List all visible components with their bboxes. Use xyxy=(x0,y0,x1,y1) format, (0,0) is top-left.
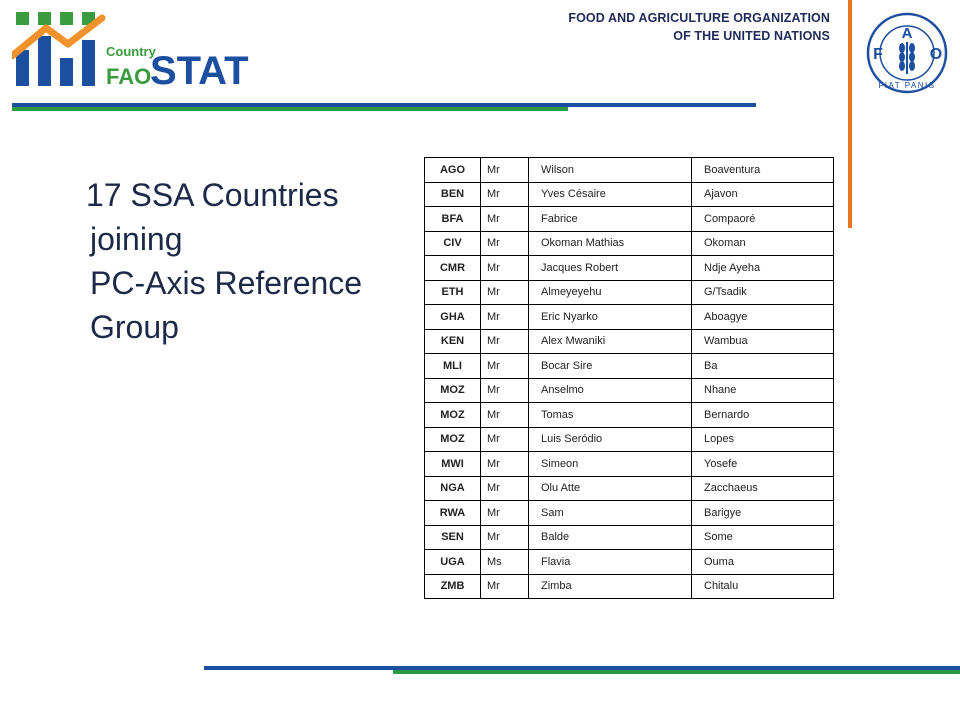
logo-word-stat: STAT xyxy=(150,49,249,90)
slide-heading xyxy=(86,173,416,349)
first-name-cell: Almeyeyehu xyxy=(529,280,692,305)
first-name-cell: Fabrice xyxy=(529,207,692,232)
country-code-cell: NGA xyxy=(425,476,481,501)
last-name-cell: Ajavon xyxy=(692,182,834,207)
country-code-cell: CIV xyxy=(425,231,481,256)
table-row xyxy=(425,354,834,379)
country-code-cell: AGO xyxy=(425,158,481,183)
table-row xyxy=(425,305,834,330)
table-row xyxy=(425,207,834,232)
table-row xyxy=(425,182,834,207)
country-code-cell: BEN xyxy=(425,182,481,207)
country-code-cell: GHA xyxy=(425,305,481,330)
last-name-cell: Some xyxy=(692,525,834,550)
title-cell: Mr xyxy=(481,574,529,599)
first-name-cell: Balde xyxy=(529,525,692,550)
country-code-cell: MOZ xyxy=(425,378,481,403)
last-name-cell: Ba xyxy=(692,354,834,379)
members-table xyxy=(424,157,834,599)
table-row xyxy=(425,280,834,305)
table-row xyxy=(425,550,834,575)
countrystat-logo xyxy=(12,10,302,90)
table-row xyxy=(425,378,834,403)
first-name-cell: Eric Nyarko xyxy=(529,305,692,330)
first-name-cell: Bocar Sire xyxy=(529,354,692,379)
title-cell: Mr xyxy=(481,476,529,501)
accent-divider xyxy=(848,0,852,228)
first-name-cell: Luis Seródio xyxy=(529,427,692,452)
country-code-cell: ZMB xyxy=(425,574,481,599)
last-name-cell: Lopes xyxy=(692,427,834,452)
table-row xyxy=(425,403,834,428)
last-name-cell: Boaventura xyxy=(692,158,834,183)
title-cell: Mr xyxy=(481,158,529,183)
title-cell: Ms xyxy=(481,550,529,575)
country-code-cell: RWA xyxy=(425,501,481,526)
table-row xyxy=(425,158,834,183)
first-name-cell: Zimba xyxy=(529,574,692,599)
emblem-motto: FIAT PANIS xyxy=(878,81,936,90)
table-row xyxy=(425,574,834,599)
table-row xyxy=(425,452,834,477)
table-row xyxy=(425,525,834,550)
country-code-cell: MOZ xyxy=(425,427,481,452)
country-code-cell: MLI xyxy=(425,354,481,379)
first-name-cell: Wilson xyxy=(529,158,692,183)
last-name-cell: Yosefe xyxy=(692,452,834,477)
title-cell: Mr xyxy=(481,427,529,452)
first-name-cell: Okoman Mathias xyxy=(529,231,692,256)
table-row xyxy=(425,329,834,354)
first-name-cell: Yves Césaire xyxy=(529,182,692,207)
title-cell: Mr xyxy=(481,452,529,477)
first-name-cell: Alex Mwaniki xyxy=(529,329,692,354)
last-name-cell: Ouma xyxy=(692,550,834,575)
table-row xyxy=(425,476,834,501)
title-cell: Mr xyxy=(481,501,529,526)
last-name-cell: Bernardo xyxy=(692,403,834,428)
organization-line-1: FOOD AND AGRICULTURE ORGANIZATION xyxy=(568,11,830,25)
last-name-cell: Aboagye xyxy=(692,305,834,330)
title-cell: Mr xyxy=(481,305,529,330)
country-code-cell: CMR xyxy=(425,256,481,281)
header-rule-green xyxy=(12,107,568,111)
footer-rule-green xyxy=(393,670,960,674)
title-cell: Mr xyxy=(481,231,529,256)
country-code-cell: MWI xyxy=(425,452,481,477)
last-name-cell: Okoman xyxy=(692,231,834,256)
title-cell: Mr xyxy=(481,329,529,354)
last-name-cell: Chitalu xyxy=(692,574,834,599)
first-name-cell: Jacques Robert xyxy=(529,256,692,281)
title-cell: Mr xyxy=(481,354,529,379)
title-cell: Mr xyxy=(481,403,529,428)
country-code-cell: BFA xyxy=(425,207,481,232)
title-cell: Mr xyxy=(481,207,529,232)
last-name-cell: G/Tsadik xyxy=(692,280,834,305)
heading-line-4: Group xyxy=(90,309,179,345)
emblem-letter-o: O xyxy=(929,46,943,63)
emblem-letter-f: F xyxy=(873,46,883,63)
title-cell: Mr xyxy=(481,280,529,305)
table-row xyxy=(425,231,834,256)
heading-line-3: PC-Axis Reference xyxy=(90,265,363,301)
first-name-cell: Olu Atte xyxy=(529,476,692,501)
country-code-cell: ETH xyxy=(425,280,481,305)
table-row xyxy=(425,427,834,452)
country-code-cell: MOZ xyxy=(425,403,481,428)
last-name-cell: Wambua xyxy=(692,329,834,354)
title-cell: Mr xyxy=(481,182,529,207)
logo-word-fao: FAO xyxy=(106,64,152,89)
title-cell: Mr xyxy=(481,256,529,281)
country-code-cell: SEN xyxy=(425,525,481,550)
last-name-cell: Ndje Ayeha xyxy=(692,256,834,281)
country-code-cell: UGA xyxy=(425,550,481,575)
first-name-cell: Sam xyxy=(529,501,692,526)
last-name-cell: Nhane xyxy=(692,378,834,403)
table-row xyxy=(425,501,834,526)
fao-emblem xyxy=(866,12,948,94)
first-name-cell: Simeon xyxy=(529,452,692,477)
title-cell: Mr xyxy=(481,525,529,550)
table-row xyxy=(425,256,834,281)
heading-line-1: 17 SSA Countries xyxy=(86,177,339,213)
country-code-cell: KEN xyxy=(425,329,481,354)
logo-word-country: Country xyxy=(106,44,156,59)
last-name-cell: Compaoré xyxy=(692,207,834,232)
first-name-cell: Flavia xyxy=(529,550,692,575)
last-name-cell: Zacchaeus xyxy=(692,476,834,501)
last-name-cell: Barigye xyxy=(692,501,834,526)
heading-line-2: joining xyxy=(90,221,183,257)
emblem-letter-a: A xyxy=(901,25,913,42)
first-name-cell: Tomas xyxy=(529,403,692,428)
title-cell: Mr xyxy=(481,378,529,403)
first-name-cell: Anselmo xyxy=(529,378,692,403)
organization-name xyxy=(568,9,830,45)
organization-line-2: OF THE UNITED NATIONS xyxy=(673,29,830,43)
